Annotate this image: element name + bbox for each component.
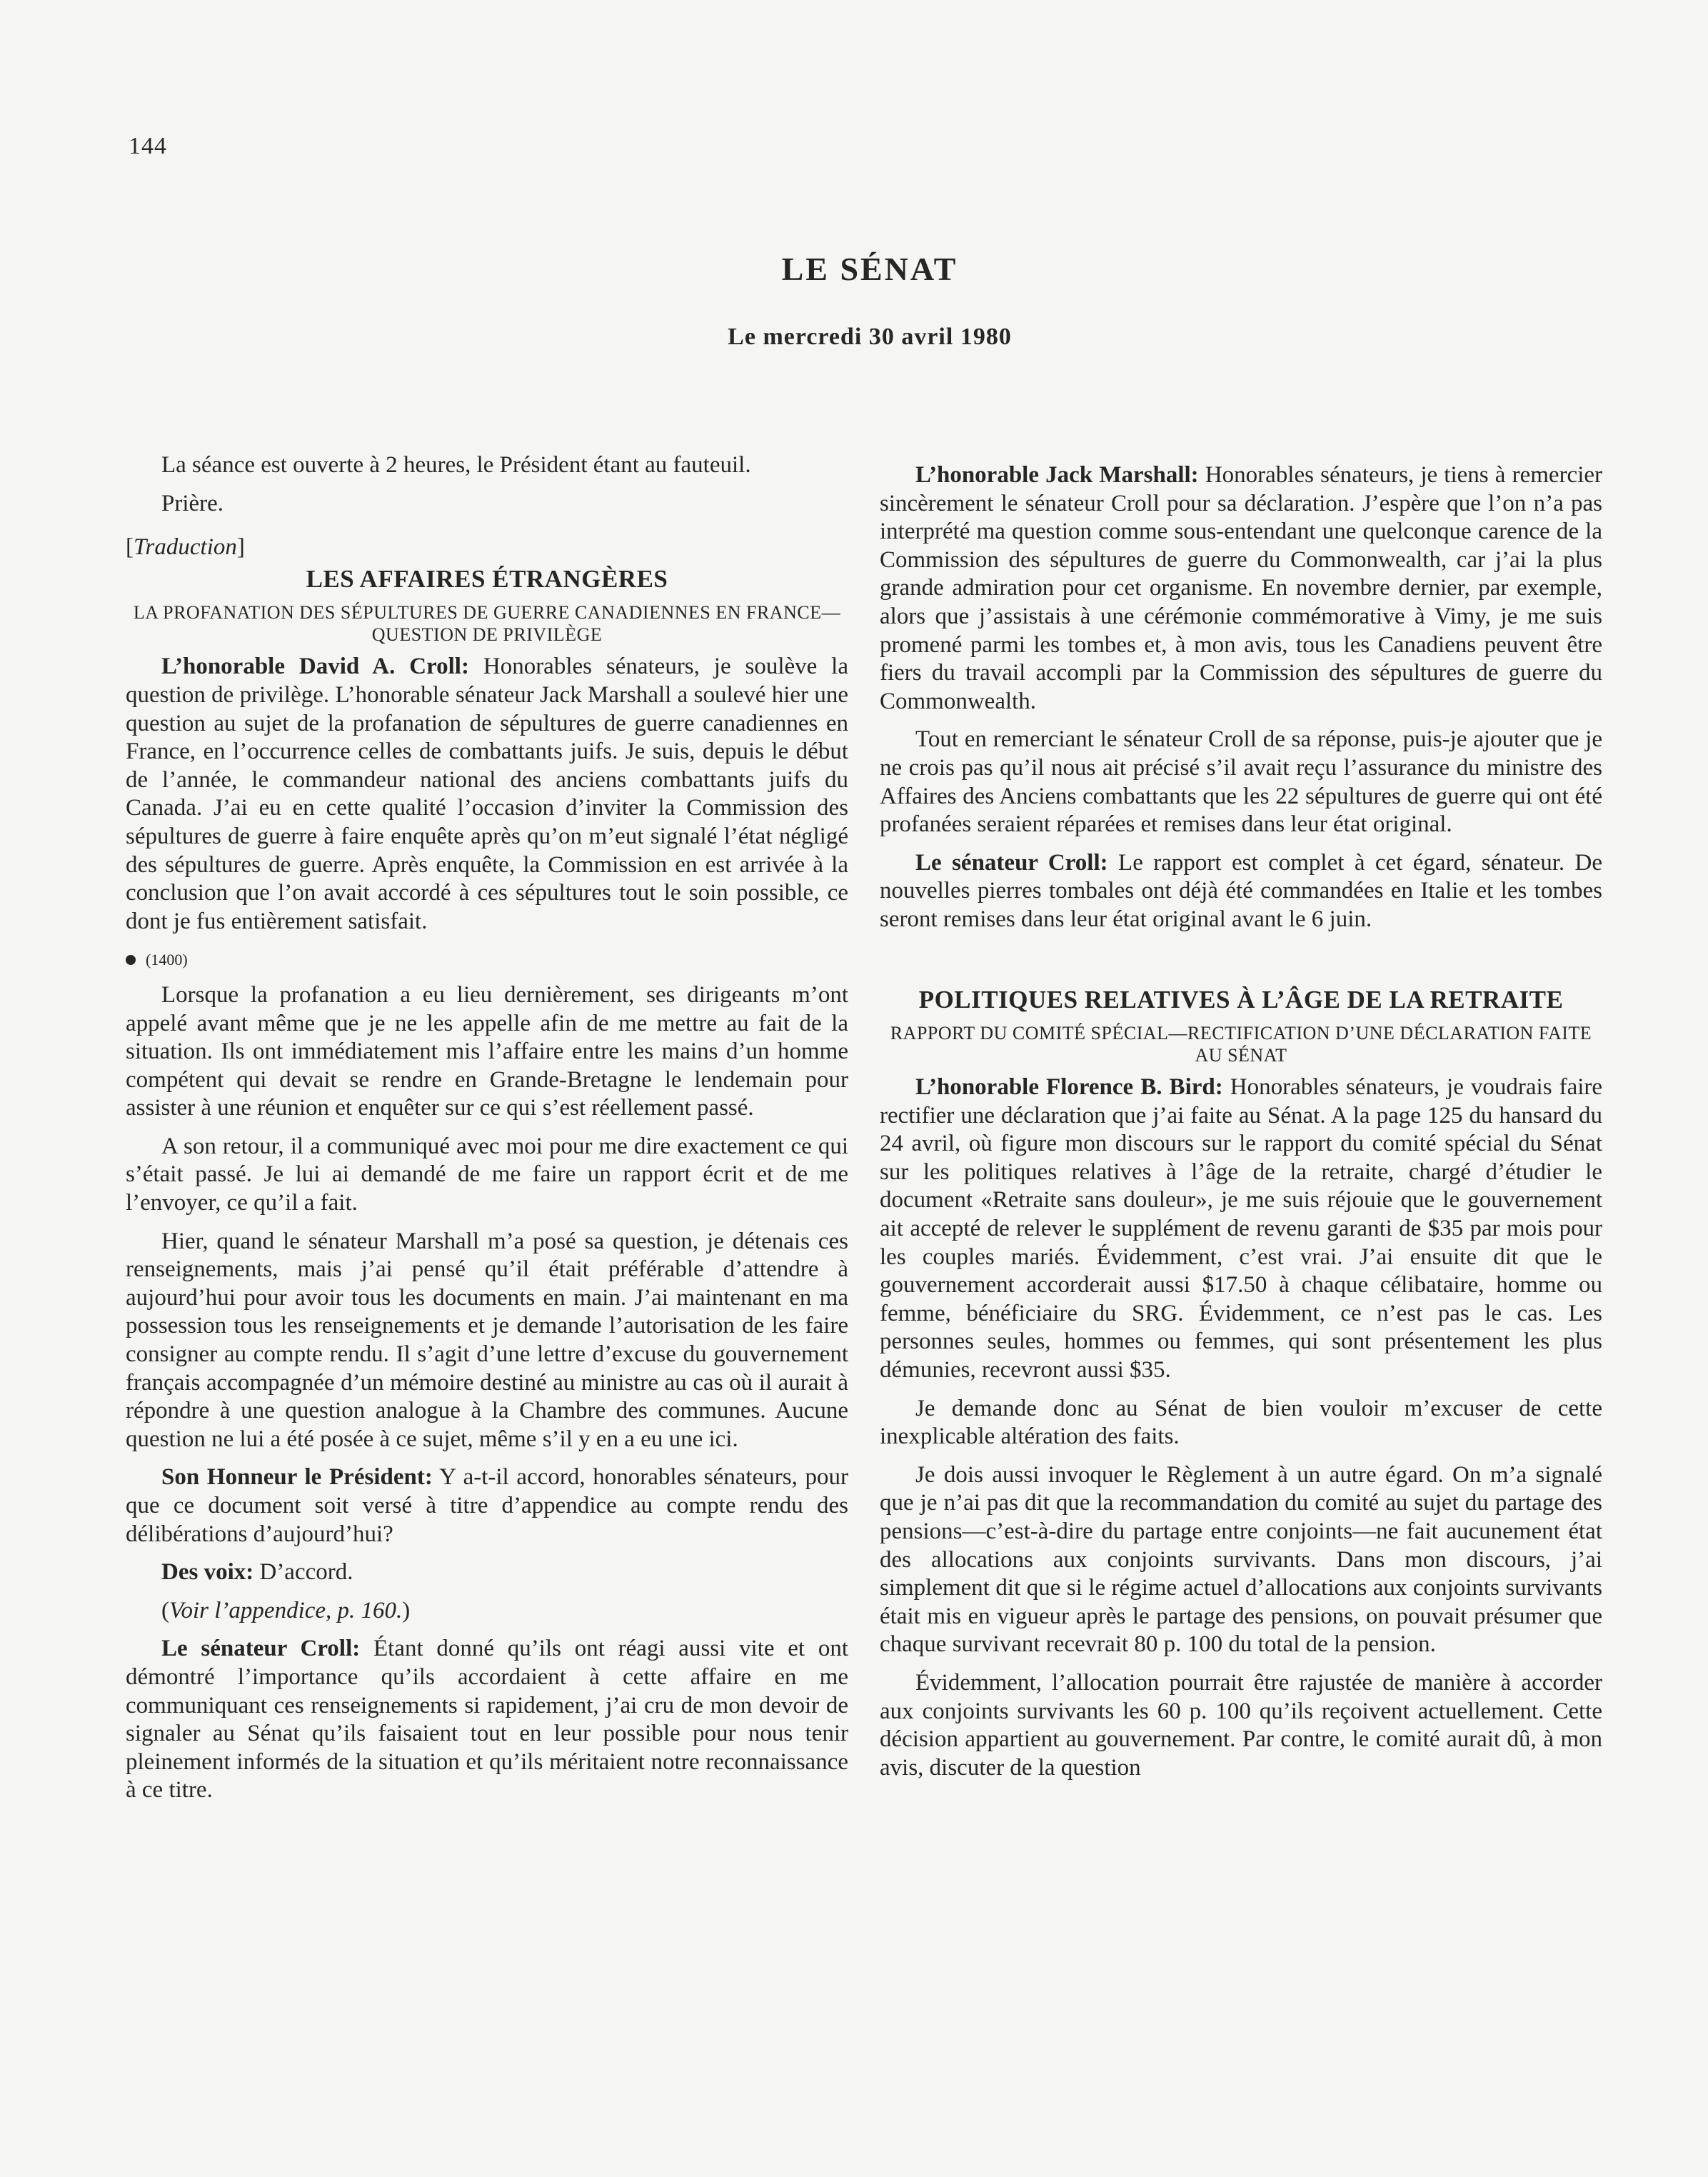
speech-croll-2: Étant donné qu’ils ont réagi aussi vite et ont démontré l’importance qu’ils accordaient à cette affaire en me communiquant ces renseignements si rapidement, j’ai cru de mon devoir de signaler au Sénat qu’ils faisaient tout en leur possible pour nous tenir pleinement informés de la situation et qu’ils méritaient notre reconnaissance à ce titre. (126, 1636, 849, 1803)
time-marker-text: (1400) (146, 951, 188, 969)
speaker-marshall: L’honorable Jack Marshall: (915, 462, 1199, 488)
paragraph-president (126, 1463, 848, 1548)
speech-croll-1: Honorables sénateurs, je soulève la question de privilège. L’honorable sénateur Jack Marshall a soulevé hier une question au sujet de la profanation de sépultures de guerre canadiennes en France, en l’occurrence celles de combattants juifs. Je suis, depuis le début de l’année, le commandeur national des anciens combattants juifs du Canada. J’ai eu en cette qualité l’occasion d’inviter la Commission des sépultures de guerre à faire enquête après qu’on m’eut signalé l’état négligé des sépultures de guerre. Après enquête, la Commission en est arrivée à la conclusion que l’on avait accordé à ces sépultures tout le soin possible, ce dont je fus entièrement satisfait. (126, 654, 848, 934)
paragraph-marshall (880, 461, 1602, 716)
speech-voix: D’accord. (259, 1559, 353, 1586)
paragraph-retour: A son retour, il a communiqué avec moi pour me dire exactement ce qui s’était passé. Je lui ai demandé de me faire un rapport écrit et de me l’envoyer, ce qu’il a fait. (126, 1133, 848, 1216)
bullet-icon (126, 955, 136, 965)
paragraph-evidemment: Évidemment, l’allocation pourrait être rajustée de manière à accorder aux conjoints survivants les 60 p. 100 qu’ils reçoivent actuellement. Cette décision appartient au gouvernement. Par contre, le comité aurait dû, à mon avis, discuter de la question (880, 1669, 1602, 1781)
paragraph-croll-3 (880, 849, 1602, 934)
page-title: LE SÉNAT (781, 251, 958, 287)
paragraph-priere: Prière. (161, 490, 224, 516)
speaker-croll-2: Le sénateur Croll: (161, 1636, 361, 1662)
paragraph-bird (880, 1074, 1602, 1385)
translation-tag-text: Traduction (134, 534, 237, 561)
speaker-bird: L’honorable Florence B. Bird: (915, 1074, 1223, 1101)
paragraph-croll-2 (126, 1635, 848, 1805)
paragraph-profanation: Lorsque la profanation a eu lieu dernièrement, ses dirigeants m’ont appelé avant même que je ne les appelle afin de me mettre au fait de la situation. Ils ont immédiatement mis l’affaire entre les mains d’un homme compétent qui devait se rendre en Grande-Bretagne le lendemain pour assister à une réunion et enquêter sur ce qui s’est réellement passé. (126, 981, 848, 1121)
appendice-reference: Voir l’appendice, p. 160. (169, 1597, 403, 1623)
paragraph-hier: Hier, quand le sénateur Marshall m’a posé sa question, je détenais ces renseignements, mais j’ai pensé qu’il était préférable d’attendre à aujourd’hui pour avoir tous les documents en main. J’ai maintenant en ma possession tous les renseignements et je demande l’autorisation de les faire consigner au compte rendu. Il s’agit d’une lettre d’excuse du gouvernement français accompagnée d’un mémoire destiné au ministre au cas où il aurait à répondre à une question analogue à la Chambre des communes. Aucune question ne lui a été posée à ce sujet, même s’il y en a eu une ici. (126, 1228, 848, 1452)
section-spacer (880, 944, 1602, 984)
speaker-croll: L’honorable David A. Croll: (161, 654, 469, 680)
speaker-croll-3: Le sénateur Croll: (915, 849, 1108, 876)
paragraph-appendice: (Voir l’appendice, p. 160.) (161, 1597, 411, 1623)
speech-president: Y a-t-il accord, honorables sénateurs, pour que ce document soit versé à titre d’appendice au compte rendu des délibérations d’aujourd’hui? (126, 1464, 848, 1547)
section-subtitle-profanation: LA PROFANATION DES SÉPULTURES DE GUERRE CANADIENNES EN FRANCE—QUESTION DE PRIVILÈGE (133, 602, 841, 646)
section-subtitle-rapport: RAPPORT DU COMITÉ SPÉCIAL—RECTIFICATION D’UNE DÉCLARATION FAITE AU SÉNAT (890, 1023, 1592, 1066)
left-column (126, 451, 848, 1815)
paragraph-remerciant: Tout en remerciant le sénateur Croll de sa réponse, puis-je ajouter que je ne crois pas qu’il nous ait précisé s’il avait reçu l’assurance du ministre des Affaires des Anciens combattants que les 22 sépultures de guerre qui ont été profanées seraient réparées et remises dans leur état original. (880, 726, 1602, 838)
time-marker (126, 946, 848, 974)
page-number: 144 (129, 133, 167, 159)
speech-marshall: Honorables sénateurs, je tiens à remercier sincèrement le sénateur Croll pour sa déclaration. J’espère que l’on n’a pas interprété ma question comme sous-entendant une quelconque carence de la Commission des sépultures de guerre du Commonwealth, car j’ai la plus grande admiration pour cet organisme. En novembre dernier, par exemple, alors que j’assistais à une cérémonie commémorative à Vimy, je me suis promené parmi les tombes et, à mon avis, tous les Canadiens peuvent être fiers du travail accompli par la Commission des sépultures de guerre du Commonwealth. (880, 462, 1603, 714)
section-title-retraite: POLITIQUES RELATIVES À L’ÂGE DE LA RETRAITE (918, 985, 1564, 1014)
speech-bird: Honorables sénateurs, je voudrais faire rectifier une déclaration que j’ai faite au Sénat. A la page 125 du hansard du 24 avril, où figure mon discours sur le rapport du comité spécial du Sénat sur les politiques relatives à l’âge de la retraite, chargé d’étudier le document «Retraite sans douleur», je me suis réjouie que le gouvernement ait accepté de relever le supplément de revenu garanti de $35 par mois pour les couples mariés. Évidemment, c’est vrai. J’ai ensuite dit que le gouvernement accorderait aussi $17.50 à chaque célibataire, homme ou femme, bénéficiaire du SRG. Évidemment, ce n’est pas le cas. Les personnes seules, hommes ou femmes, qui sont présentement les plus démunies, recevront aussi $35. (880, 1074, 1603, 1383)
masthead (0, 250, 1708, 351)
right-column (880, 461, 1602, 1792)
paragraph-demande: Je demande donc au Sénat de bien vouloir m’excuser de cette inexplicable altération des faits. (880, 1395, 1602, 1450)
translation-tag: [Traduction] (126, 534, 245, 561)
paragraph-voix (126, 1558, 848, 1587)
speech-croll-3: Le rapport est complet à cet égard, sénateur. De nouvelles pierres tombales ont déjà été commandées en Italie et les tombes seront remises dans leur état original avant le 6 juin. (880, 849, 1603, 932)
section-title-affaires-etrangeres: LES AFFAIRES ÉTRANGÈRES (306, 564, 668, 593)
sitting-date: Le mercredi 30 avril 1980 (728, 324, 1012, 350)
speaker-president: Son Honneur le Président: (161, 1464, 433, 1491)
speaker-voix: Des voix: (161, 1559, 254, 1586)
paragraph-reglement: Je dois aussi invoquer le Règlement à un autre égard. On m’a signalé que je n’ai pas dit que la recommandation du comité au sujet du partage des pensions—c’est-à-dire du partage entre conjoints—ne fait aucunement état des allocations aux conjoints survivants. Dans mon discours, j’ai simplement dit que si le régime actuel d’allocations aux conjoints survivants était mis en vigueur après le partage des pensions, on pouvait présumer que chaque survivant recevrait 80 p. 100 du total de la pension. (880, 1461, 1602, 1658)
paragraph-opening: La séance est ouverte à 2 heures, le Président étant au fauteuil. (161, 452, 751, 478)
paragraph-croll-1 (126, 653, 848, 936)
